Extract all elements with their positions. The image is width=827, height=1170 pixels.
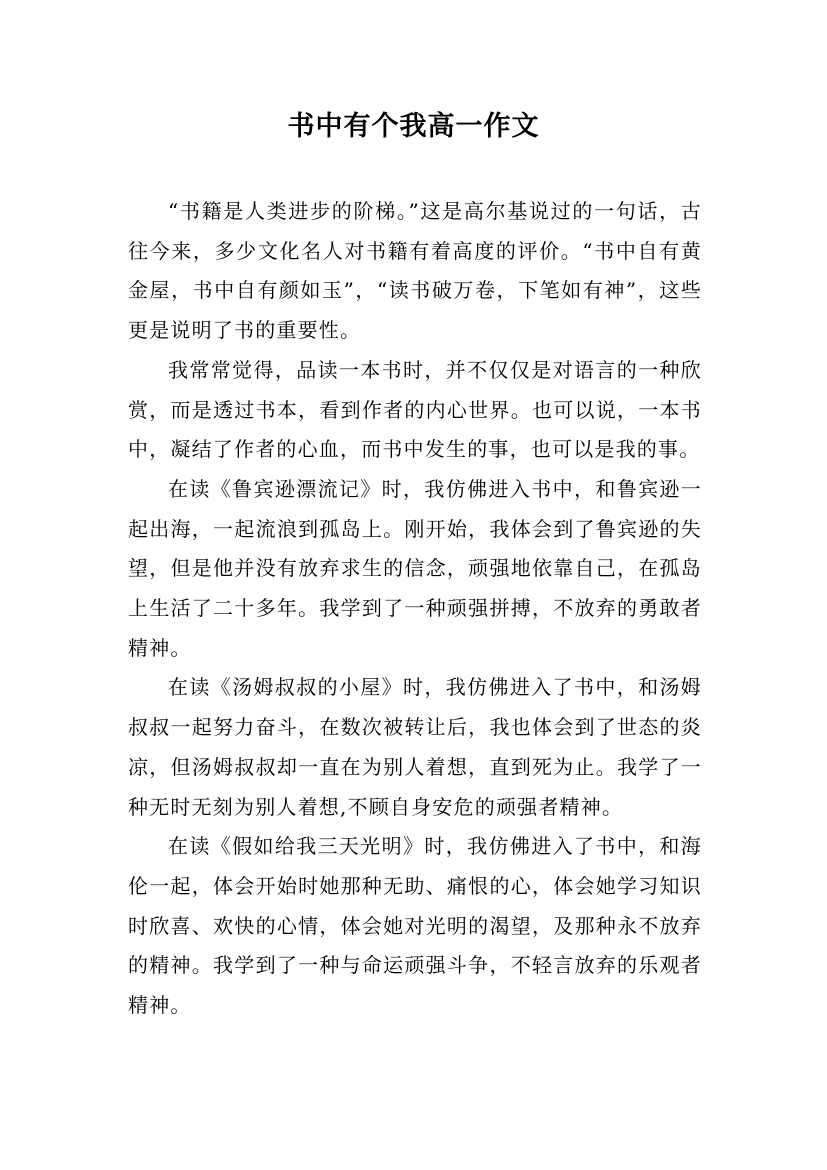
paragraph-2: 我常常觉得，品读一本书时，并不仅仅是对语言的一种欣赏，而是透过书本，看到作者的内心世界。也可以说，一本书中，凝结了作者的心血，而书中发生的事，也可以是我的事。 (128, 357, 702, 462)
paragraph-1: “书籍是人类进步的阶梯。”这是高尔基说过的一句话，古往今来，多少文化名人对书籍有着高度的评价。“书中自有黄金屋，书中自有颜如玉”，“读书破万卷，下笔如有神”，这些更是说明了书的重要性。 (128, 199, 702, 343)
paragraph-3: 在读《鲁宾逊漂流记》时，我仿佛进入书中，和鲁宾逊一起出海，一起流浪到孤岛上。刚开始，我体会到了鲁宾逊的失望，但是他并没有放弃求生的信念，顽强地依靠自己，在孤岛上生活了二十多年。我学到了一种顽强拼搏，不放弃的勇敢者精神。 (128, 476, 702, 660)
document-title: 书中有个我高一作文 (287, 111, 540, 142)
paragraph-4: 在读《汤姆叔叔的小屋》时，我仿佛进入了书中，和汤姆叔叔一起努力奋斗，在数次被转让后，我也体会到了世态的炎凉，但汤姆叔叔却一直在为别人着想，直到死为止。我学了一种无时无刻为别人着想,不顾自身安危的顽强者精神。 (128, 675, 702, 819)
article-body (128, 192, 702, 1026)
paragraph-5: 在读《假如给我三天光明》时，我仿佛进入了书中，和海伦一起，体会开始时她那种无助、痛恨的心，体会她学习知识时欣喜、欢快的心情，体会她对光明的渴望，及那种永不放弃的精神。我学到了一种与命运顽强斗争，不轻言放弃的乐观者精神。 (128, 834, 702, 1018)
